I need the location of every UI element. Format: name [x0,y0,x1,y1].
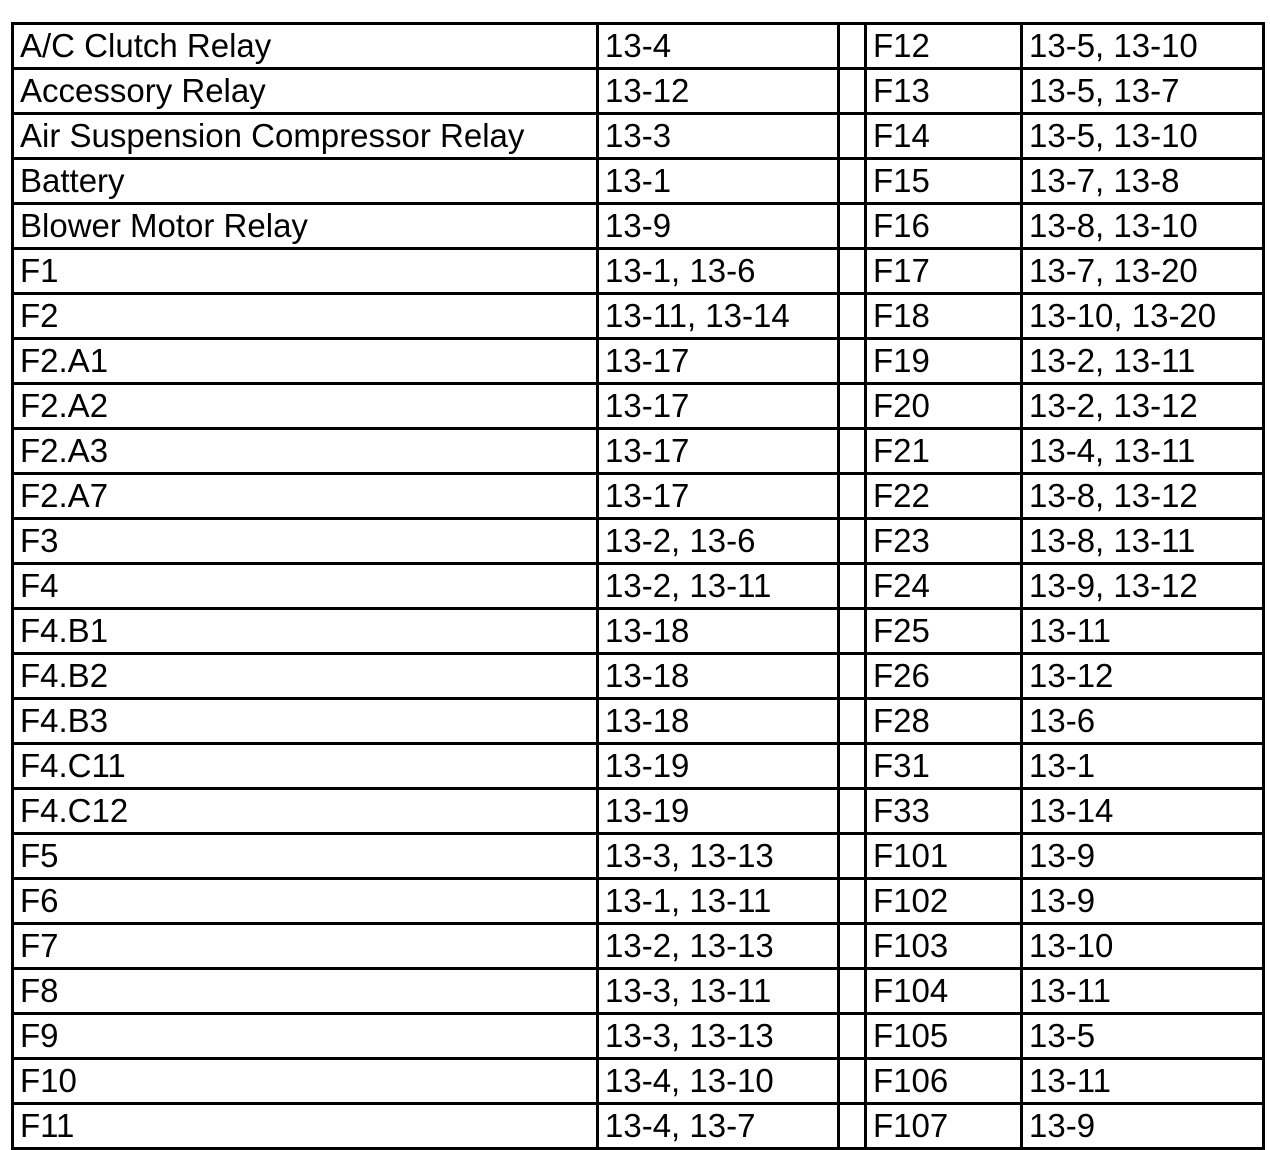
column-gap-cell [839,519,866,564]
component-name-cell: F5 [13,834,598,879]
component-name-cell: F10 [13,1059,598,1104]
component-name-cell: F17 [866,249,1022,294]
table-row [13,384,1264,429]
table-row [13,519,1264,564]
table-row [13,24,1264,69]
table-row [13,699,1264,744]
table-row [13,204,1264,249]
page-reference-cell: 13-7, 13-20 [1022,249,1264,294]
component-name-cell: F13 [866,69,1022,114]
table-row [13,834,1264,879]
page-reference-cell: 13-1 [1022,744,1264,789]
page-reference-cell: 13-11 [1022,609,1264,654]
page-reference-cell: 13-4, 13-7 [598,1104,839,1149]
component-name-cell: F7 [13,924,598,969]
component-name-cell: F4.C12 [13,789,598,834]
page-reference-cell: 13-18 [598,609,839,654]
table-row [13,609,1264,654]
component-name-cell: F101 [866,834,1022,879]
table-row [13,114,1264,159]
column-gap-cell [839,654,866,699]
page-reference-cell: 13-17 [598,429,839,474]
component-name-cell: F12 [866,24,1022,69]
table-row [13,744,1264,789]
table-row [13,69,1264,114]
component-name-cell: F103 [866,924,1022,969]
page-reference-cell: 13-12 [1022,654,1264,699]
component-name-cell: F4.B1 [13,609,598,654]
page-reference-cell: 13-5, 13-10 [1022,24,1264,69]
column-gap-cell [839,204,866,249]
page-reference-cell: 13-14 [1022,789,1264,834]
table-row [13,159,1264,204]
component-name-cell: F2.A1 [13,339,598,384]
page-reference-cell: 13-2, 13-11 [1022,339,1264,384]
page-reference-cell: 13-9 [1022,879,1264,924]
column-gap-cell [839,969,866,1014]
component-name-cell: F26 [866,654,1022,699]
component-name-cell: F4.B3 [13,699,598,744]
component-name-cell: Battery [13,159,598,204]
component-name-cell: F16 [866,204,1022,249]
page-reference-cell: 13-11, 13-14 [598,294,839,339]
table-row [13,789,1264,834]
page-reference-cell: 13-6 [1022,699,1264,744]
column-gap-cell [839,879,866,924]
component-name-cell: Blower Motor Relay [13,204,598,249]
page-reference-cell: 13-12 [598,69,839,114]
page-reference-cell: 13-4, 13-11 [1022,429,1264,474]
component-name-cell: F22 [866,474,1022,519]
column-gap-cell [839,564,866,609]
component-name-cell: Air Suspension Compressor Relay [13,114,598,159]
index-table-body [13,24,1264,1149]
component-name-cell: F4 [13,564,598,609]
column-gap-cell [839,114,866,159]
table-row [13,654,1264,699]
component-name-cell: F20 [866,384,1022,429]
table-row [13,969,1264,1014]
table-row [13,474,1264,519]
component-name-cell: F2.A7 [13,474,598,519]
page-reference-cell: 13-11 [1022,1059,1264,1104]
column-gap-cell [839,834,866,879]
column-gap-cell [839,24,866,69]
component-name-cell: F24 [866,564,1022,609]
page-reference-cell: 13-11 [1022,969,1264,1014]
page-reference-cell: 13-2, 13-12 [1022,384,1264,429]
page-reference-cell: 13-8, 13-12 [1022,474,1264,519]
page-reference-cell: 13-1 [598,159,839,204]
component-name-cell: F33 [866,789,1022,834]
page-reference-cell: 13-5, 13-7 [1022,69,1264,114]
component-name-cell: F19 [866,339,1022,384]
page-reference-cell: 13-1, 13-6 [598,249,839,294]
page-reference-cell: 13-2, 13-13 [598,924,839,969]
component-name-cell: F106 [866,1059,1022,1104]
fuse-relay-index-table [11,22,1265,1150]
page-reference-cell: 13-1, 13-11 [598,879,839,924]
table-row [13,249,1264,294]
component-name-cell: F4.B2 [13,654,598,699]
page-reference-cell: 13-18 [598,699,839,744]
page-reference-cell: 13-7, 13-8 [1022,159,1264,204]
component-name-cell: F2 [13,294,598,339]
page-reference-cell: 13-4 [598,24,839,69]
page-reference-cell: 13-4, 13-10 [598,1059,839,1104]
column-gap-cell [839,429,866,474]
page-reference-cell: 13-2, 13-11 [598,564,839,609]
page-reference-cell: 13-3, 13-13 [598,834,839,879]
component-name-cell: F15 [866,159,1022,204]
column-gap-cell [839,1059,866,1104]
component-name-cell: F9 [13,1014,598,1059]
page-reference-cell: 13-9 [1022,1104,1264,1149]
component-name-cell: F1 [13,249,598,294]
page-reference-cell: 13-17 [598,339,839,384]
table-row [13,879,1264,924]
column-gap-cell [839,924,866,969]
page-reference-cell: 13-17 [598,384,839,429]
component-name-cell: F104 [866,969,1022,1014]
column-gap-cell [839,699,866,744]
column-gap-cell [839,789,866,834]
table-row [13,429,1264,474]
table-row [13,1104,1264,1149]
column-gap-cell [839,744,866,789]
page-reference-cell: 13-3 [598,114,839,159]
component-name-cell: F31 [866,744,1022,789]
table-row [13,924,1264,969]
column-gap-cell [839,384,866,429]
component-name-cell: F8 [13,969,598,1014]
page-reference-cell: 13-3, 13-11 [598,969,839,1014]
page-reference-cell: 13-9 [598,204,839,249]
table-row [13,564,1264,609]
table-row [13,339,1264,384]
column-gap-cell [839,1104,866,1149]
component-name-cell: A/C Clutch Relay [13,24,598,69]
page-reference-cell: 13-8, 13-10 [1022,204,1264,249]
column-gap-cell [839,294,866,339]
page-reference-cell: 13-5 [1022,1014,1264,1059]
component-name-cell: F6 [13,879,598,924]
component-name-cell: F2.A3 [13,429,598,474]
page-reference-cell: 13-9 [1022,834,1264,879]
column-gap-cell [839,69,866,114]
page-reference-cell: 13-5, 13-10 [1022,114,1264,159]
page-reference-cell: 13-9, 13-12 [1022,564,1264,609]
component-name-cell: Accessory Relay [13,69,598,114]
component-name-cell: F107 [866,1104,1022,1149]
page-reference-cell: 13-19 [598,744,839,789]
page-reference-cell: 13-18 [598,654,839,699]
page-reference-cell: 13-10, 13-20 [1022,294,1264,339]
table-row [13,1059,1264,1104]
column-gap-cell [839,609,866,654]
component-name-cell: F28 [866,699,1022,744]
component-name-cell: F3 [13,519,598,564]
column-gap-cell [839,474,866,519]
component-name-cell: F25 [866,609,1022,654]
table-row [13,1014,1264,1059]
component-name-cell: F105 [866,1014,1022,1059]
page-reference-cell: 13-19 [598,789,839,834]
column-gap-cell [839,339,866,384]
page-reference-cell: 13-8, 13-11 [1022,519,1264,564]
component-name-cell: F2.A2 [13,384,598,429]
table-row [13,294,1264,339]
component-name-cell: F14 [866,114,1022,159]
page-reference-cell: 13-10 [1022,924,1264,969]
component-name-cell: F4.C11 [13,744,598,789]
component-name-cell: F102 [866,879,1022,924]
page-reference-cell: 13-3, 13-13 [598,1014,839,1059]
column-gap-cell [839,249,866,294]
component-name-cell: F18 [866,294,1022,339]
column-gap-cell [839,1014,866,1059]
column-gap-cell [839,159,866,204]
page-reference-cell: 13-17 [598,474,839,519]
component-name-cell: F21 [866,429,1022,474]
page-reference-cell: 13-2, 13-6 [598,519,839,564]
component-name-cell: F23 [866,519,1022,564]
component-name-cell: F11 [13,1104,598,1149]
